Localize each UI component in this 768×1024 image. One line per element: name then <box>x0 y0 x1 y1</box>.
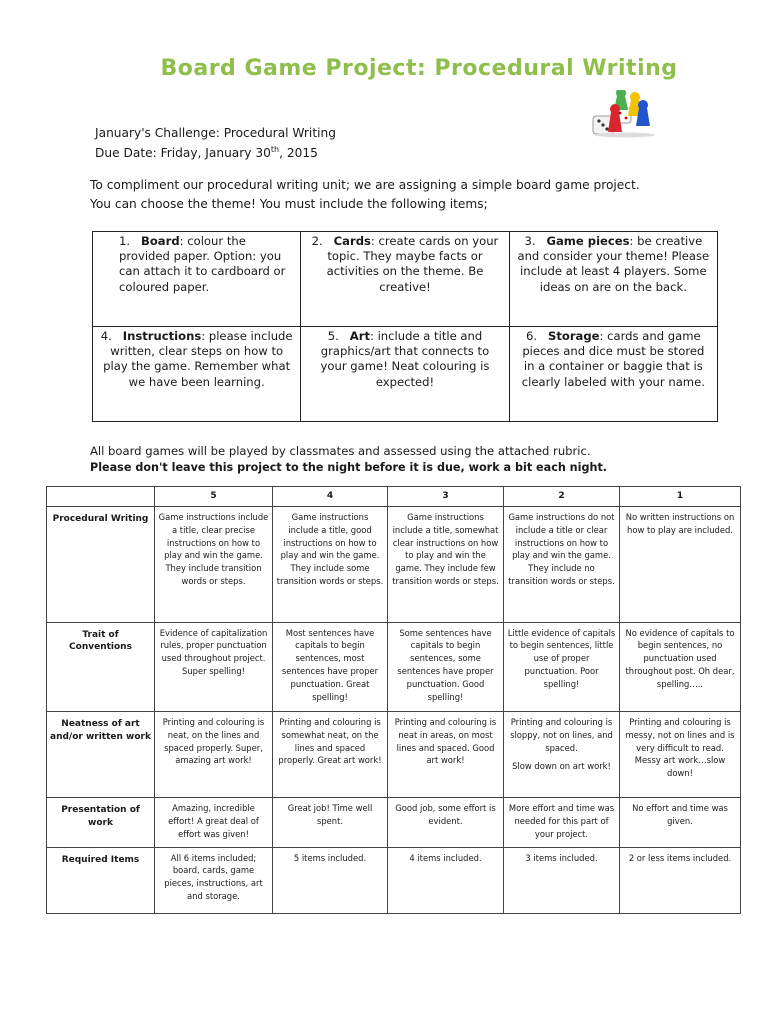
rubric-cell: No evidence of capitals to begin sentences, no punctuation used throughout post. Oh dear, spelling….. <box>620 622 741 711</box>
rubric-cell: 5 items included. <box>273 847 388 913</box>
rubric-cell: Game instructions include a title, clear precise instructions on how to play and win the game. They include transition words or steps. <box>155 507 273 623</box>
rubric-table <box>46 486 741 914</box>
rubric-cell: Great job! Time well spent. <box>273 798 388 847</box>
rubric-row-required-items <box>47 847 741 913</box>
rubric-header-score: 4 <box>273 487 388 507</box>
due-date-line: Due Date: Friday, January 30th, 2015 <box>95 145 318 161</box>
item-board: 1. Board: colour the provided paper. Option: you can attach it to cardboard or coloured paper. <box>93 232 301 327</box>
rubric-cell-text: Printing and colouring is sloppy, not on lines, and spaced. <box>510 717 613 753</box>
rubric-cell: Printing and colouring is neat in areas, on most lines and spaced. Good art work! <box>388 712 504 798</box>
item-art: 5. Art: include a title and graphics/art that connects to your game! Neat colouring is expected! <box>301 327 509 422</box>
rubric-cell: Printing and colouring is somewhat neat, on the lines and spaced properly. Great art work! <box>273 712 388 798</box>
challenge-line: January's Challenge: Procedural Writing <box>95 126 336 140</box>
rubric-row-conventions <box>47 622 741 711</box>
assessment-note: All board games will be played by classmates and assessed using the attached rubric. <box>90 444 591 458</box>
required-items-table <box>92 231 718 422</box>
page-title: Board Game Project: Procedural Writing <box>160 56 678 81</box>
rubric-cell: Game instructions include a title, somewhat clear instructions on how to play and win the game. They include few transition words or steps. <box>388 507 504 623</box>
rubric-row-label: Neatness of art and/or written work <box>47 712 155 798</box>
rubric-row-neatness <box>47 712 741 798</box>
rubric-row-label: Trait of Conventions <box>47 622 155 711</box>
rubric-cell: Printing and colouring is messy, not on lines and is very difficult to read. Messy art work…slow down! <box>620 712 741 798</box>
rubric-header-score: 1 <box>620 487 741 507</box>
rubric-header-score: 5 <box>155 487 273 507</box>
rubric-cell: Little evidence of capitals to begin sentences, little use of proper punctuation. Poor spelling! <box>504 622 620 711</box>
rubric-row-presentation <box>47 798 741 847</box>
rubric-cell: Amazing, incredible effort! A great deal of effort was given! <box>155 798 273 847</box>
rubric-row-label: Presentation of work <box>47 798 155 847</box>
rubric-cell: 2 or less items included. <box>620 847 741 913</box>
item-instructions: 4. Instructions: please include written, clear steps on how to play the game. Remember what we have been learning. <box>93 327 301 422</box>
rubric-cell: More effort and time was needed for this part of your project. <box>504 798 620 847</box>
rubric-header-row <box>47 487 741 507</box>
item-game-pieces: 3. Game pieces: be creative and consider your theme! Please include at least 4 players. Some ideas on are on the back. <box>509 232 717 327</box>
rubric-row-label: Procedural Writing <box>47 507 155 623</box>
item-storage: 6. Storage: cards and game pieces and dice must be stored in a container or baggie that is clearly labeled with your name. <box>509 327 717 422</box>
board-game-pieces-image <box>591 90 657 138</box>
rubric-header-blank <box>47 487 155 507</box>
rubric-cell: 3 items included. <box>504 847 620 913</box>
reminder-note: Please don't leave this project to the night before it is due, work a bit each night. <box>90 461 608 474</box>
rubric-cell: All 6 items included; board, cards, game pieces, instructions, art and storage. <box>155 847 273 913</box>
rubric-header-score: 3 <box>388 487 504 507</box>
rubric-cell: No effort and time was given. <box>620 798 741 847</box>
intro-paragraph-line-1: To compliment our procedural writing unit; we are assigning a simple board game project. <box>90 178 640 192</box>
rubric-cell: Game instructions include a title, good instructions on how to play and win the game. They include some transition words or steps. <box>273 507 388 623</box>
rubric-row-label: Required Items <box>47 847 155 913</box>
rubric-cell: Some sentences have capitals to begin sentences, some sentences have proper punctuation. Good spelling! <box>388 622 504 711</box>
intro-paragraph-line-2: You can choose the theme! You must include the following items; <box>90 197 488 211</box>
rubric-header-score: 2 <box>504 487 620 507</box>
rubric-cell: Game instructions do not include a title or clear instructions on how to play and win the game. They include no transition words or steps. <box>504 507 620 623</box>
rubric-cell: Evidence of capitalization rules, proper punctuation used throughout project. Super spelling! <box>155 622 273 711</box>
rubric-cell <box>504 712 620 798</box>
rubric-cell: No written instructions on how to play are included. <box>620 507 741 623</box>
rubric-cell-extra: Slow down on art work! <box>512 761 611 772</box>
rubric-cell: 4 items included. <box>388 847 504 913</box>
rubric-cell: Good job, some effort is evident. <box>388 798 504 847</box>
rubric-cell: Printing and colouring is neat, on the lines and spaced properly. Super, amazing art work! <box>155 712 273 798</box>
item-cards: 2. Cards: create cards on your topic. They maybe facts or activities on the theme. Be creative! <box>301 232 509 327</box>
rubric-cell: Most sentences have capitals to begin sentences, most sentences have proper punctuation. Great spelling! <box>273 622 388 711</box>
rubric-row-procedural-writing <box>47 507 741 623</box>
